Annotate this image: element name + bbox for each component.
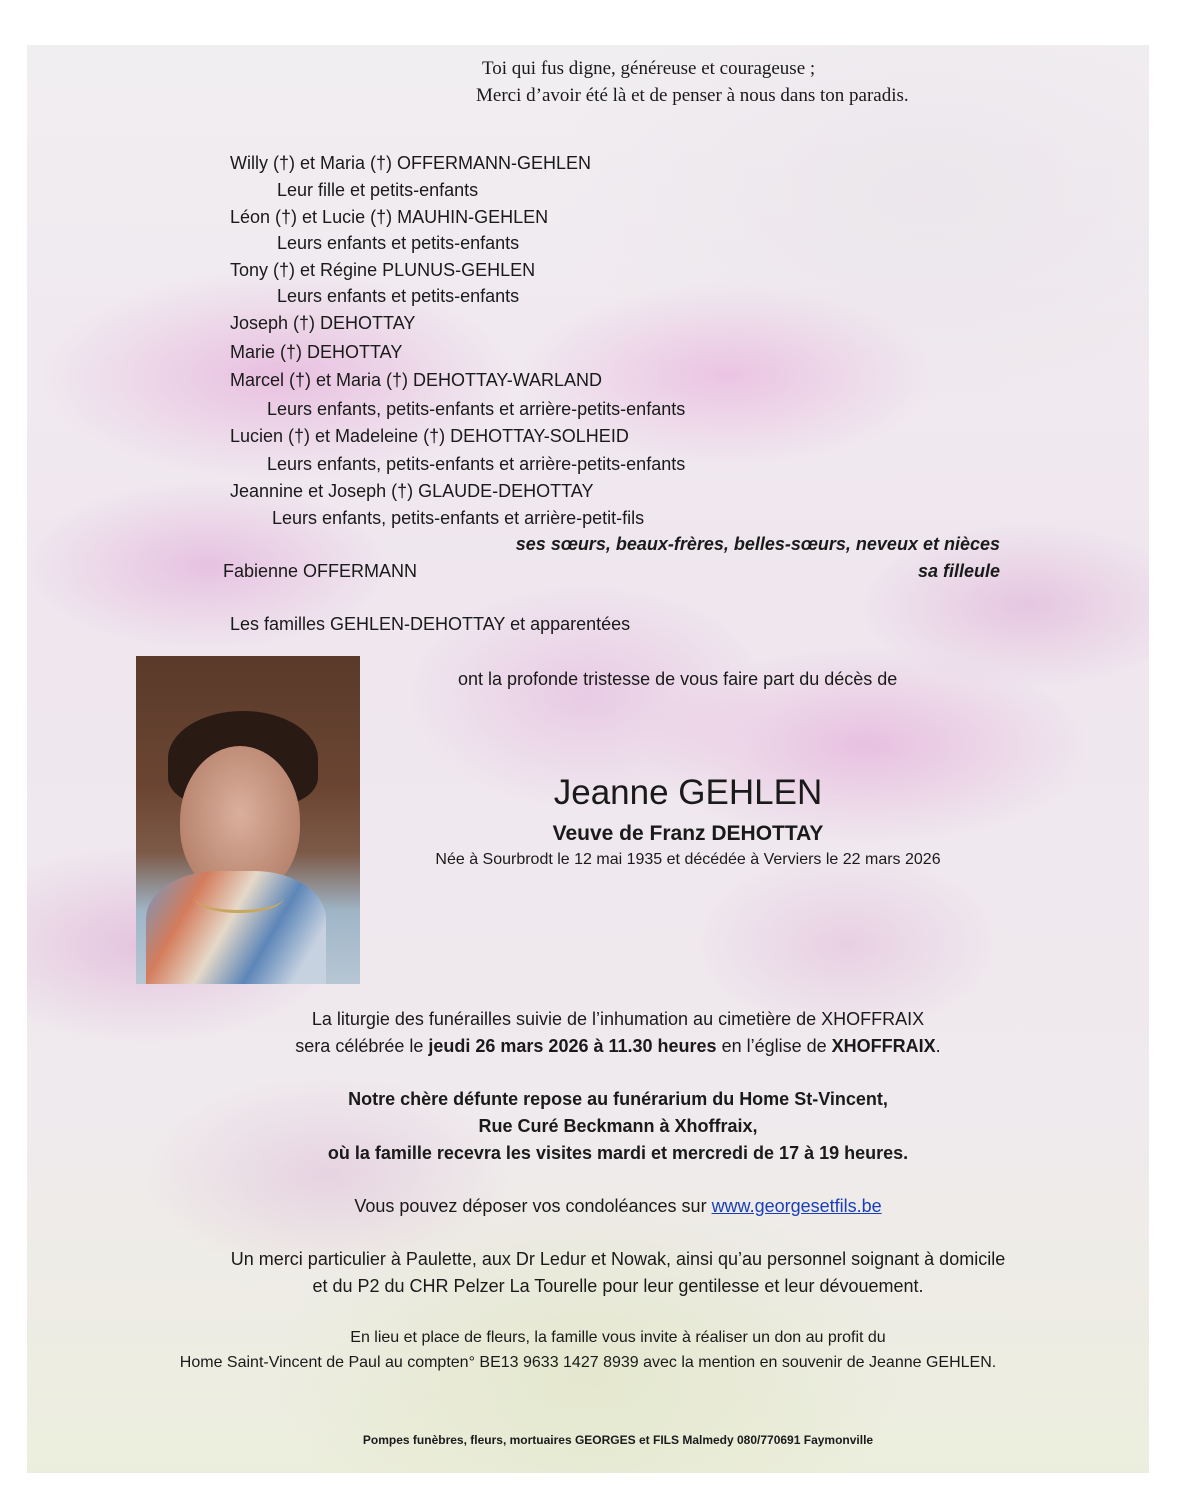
announcement-text: ont la profonde tristesse de vous faire part du décès de — [458, 669, 898, 689]
ceremony-text: . — [935, 1036, 941, 1056]
deceased-photo — [136, 656, 360, 984]
widow-line: Veuve de Franz DEHOTTAY — [552, 822, 824, 845]
goddaughter-role: sa filleule — [917, 561, 1000, 581]
family-line: Léon (†) et Lucie (†) MAUHIN-GEHLEN — [230, 207, 549, 227]
family-subline: Leurs enfants, petits-enfants et arrière-petit-fils — [272, 508, 645, 528]
ceremony-text: en l’église de — [716, 1036, 832, 1056]
ceremony-text: sera célébrée le — [295, 1036, 429, 1056]
family-subline: Leurs enfants, petits-enfants et arrière-petits-enfants — [267, 454, 686, 474]
ceremony-date: jeudi 26 mars 2026 à 11.30 heures — [428, 1036, 717, 1056]
deceased-name: Jeanne GEHLEN — [553, 773, 823, 812]
obituary-card — [27, 45, 1149, 1473]
condolences-text: Vous pouvez déposer vos condoléances sur — [354, 1196, 712, 1216]
visits-line-1: Notre chère défunte repose au funérarium du Home St-Vincent, — [348, 1089, 888, 1109]
family-line: Tony (†) et Régine PLUNUS-GEHLEN — [230, 260, 536, 280]
family-subline: Leurs enfants et petits-enfants — [277, 286, 520, 306]
poem-line-1: Toi qui fus digne, généreuse et courageuse ; — [482, 58, 816, 79]
birth-death-dates: Née à Sourbrodt le 12 mai 1935 et décédée à Verviers le 22 mars 2026 — [435, 851, 941, 868]
ceremony-place: XHOFFRAIX — [831, 1036, 936, 1056]
donation-line-1: En lieu et place de fleurs, la famille vous invite à réaliser un don au profit du — [350, 1329, 886, 1346]
visits-line-3: où la famille recevra les visites mardi et mercredi de 17 à 19 heures. — [327, 1143, 909, 1163]
family-line: Jeannine et Joseph (†) GLAUDE-DEHOTTAY — [230, 481, 594, 501]
condolences-link[interactable]: www.georgesetfils.be — [711, 1196, 882, 1216]
family-subline: Leur fille et petits-enfants — [277, 180, 479, 200]
poem-line-2: Merci d’avoir été là et de penser à nous dans ton paradis. — [476, 85, 909, 106]
visits-line-2: Rue Curé Beckmann à Xhoffraix, — [478, 1116, 758, 1136]
family-subline: Leurs enfants et petits-enfants — [277, 233, 520, 253]
family-subline: Leurs enfants, petits-enfants et arrière-petits-enfants — [267, 399, 686, 419]
condolences-line — [187, 1195, 1049, 1217]
goddaughter-name: Fabienne OFFERMANN — [223, 561, 418, 581]
thanks-line-2: et du P2 du CHR Pelzer La Tourelle pour leur gentilesse et leur dévouement. — [312, 1276, 924, 1296]
family-line: Lucien (†) et Madeleine (†) DEHOTTAY-SOLHEID — [230, 426, 629, 446]
family-line: Joseph (†) DEHOTTAY — [230, 313, 416, 333]
ceremony-line-1: La liturgie des funérailles suivie de l’inhumation au cimetière de XHOFFRAIX — [311, 1009, 925, 1029]
siblings-line: ses sœurs, beaux-frères, belles-sœurs, neveux et nièces — [515, 534, 1000, 554]
donation-line-2: Home Saint-Vincent de Paul au compten° BE13 9633 1427 8939 avec la mention en souvenir de Jeanne GEHLEN. — [179, 1354, 997, 1371]
family-line: Marie (†) DEHOTTAY — [230, 342, 403, 362]
family-line: Willy (†) et Maria (†) OFFERMANN-GEHLEN — [230, 153, 592, 173]
family-line: Marcel (†) et Maria (†) DEHOTTAY-WARLAND — [230, 370, 603, 390]
ceremony-line-2 — [187, 1035, 1049, 1057]
families-line: Les familles GEHLEN-DEHOTTAY et apparentées — [230, 614, 631, 634]
thanks-line-1: Un merci particulier à Paulette, aux Dr Ledur et Nowak, ainsi qu’au personnel soignant à domicile — [230, 1249, 1006, 1269]
footer-text: Pompes funèbres, fleurs, mortuaires GEORGES et FILS Malmedy 080/770691 Faymonville — [362, 1433, 874, 1447]
